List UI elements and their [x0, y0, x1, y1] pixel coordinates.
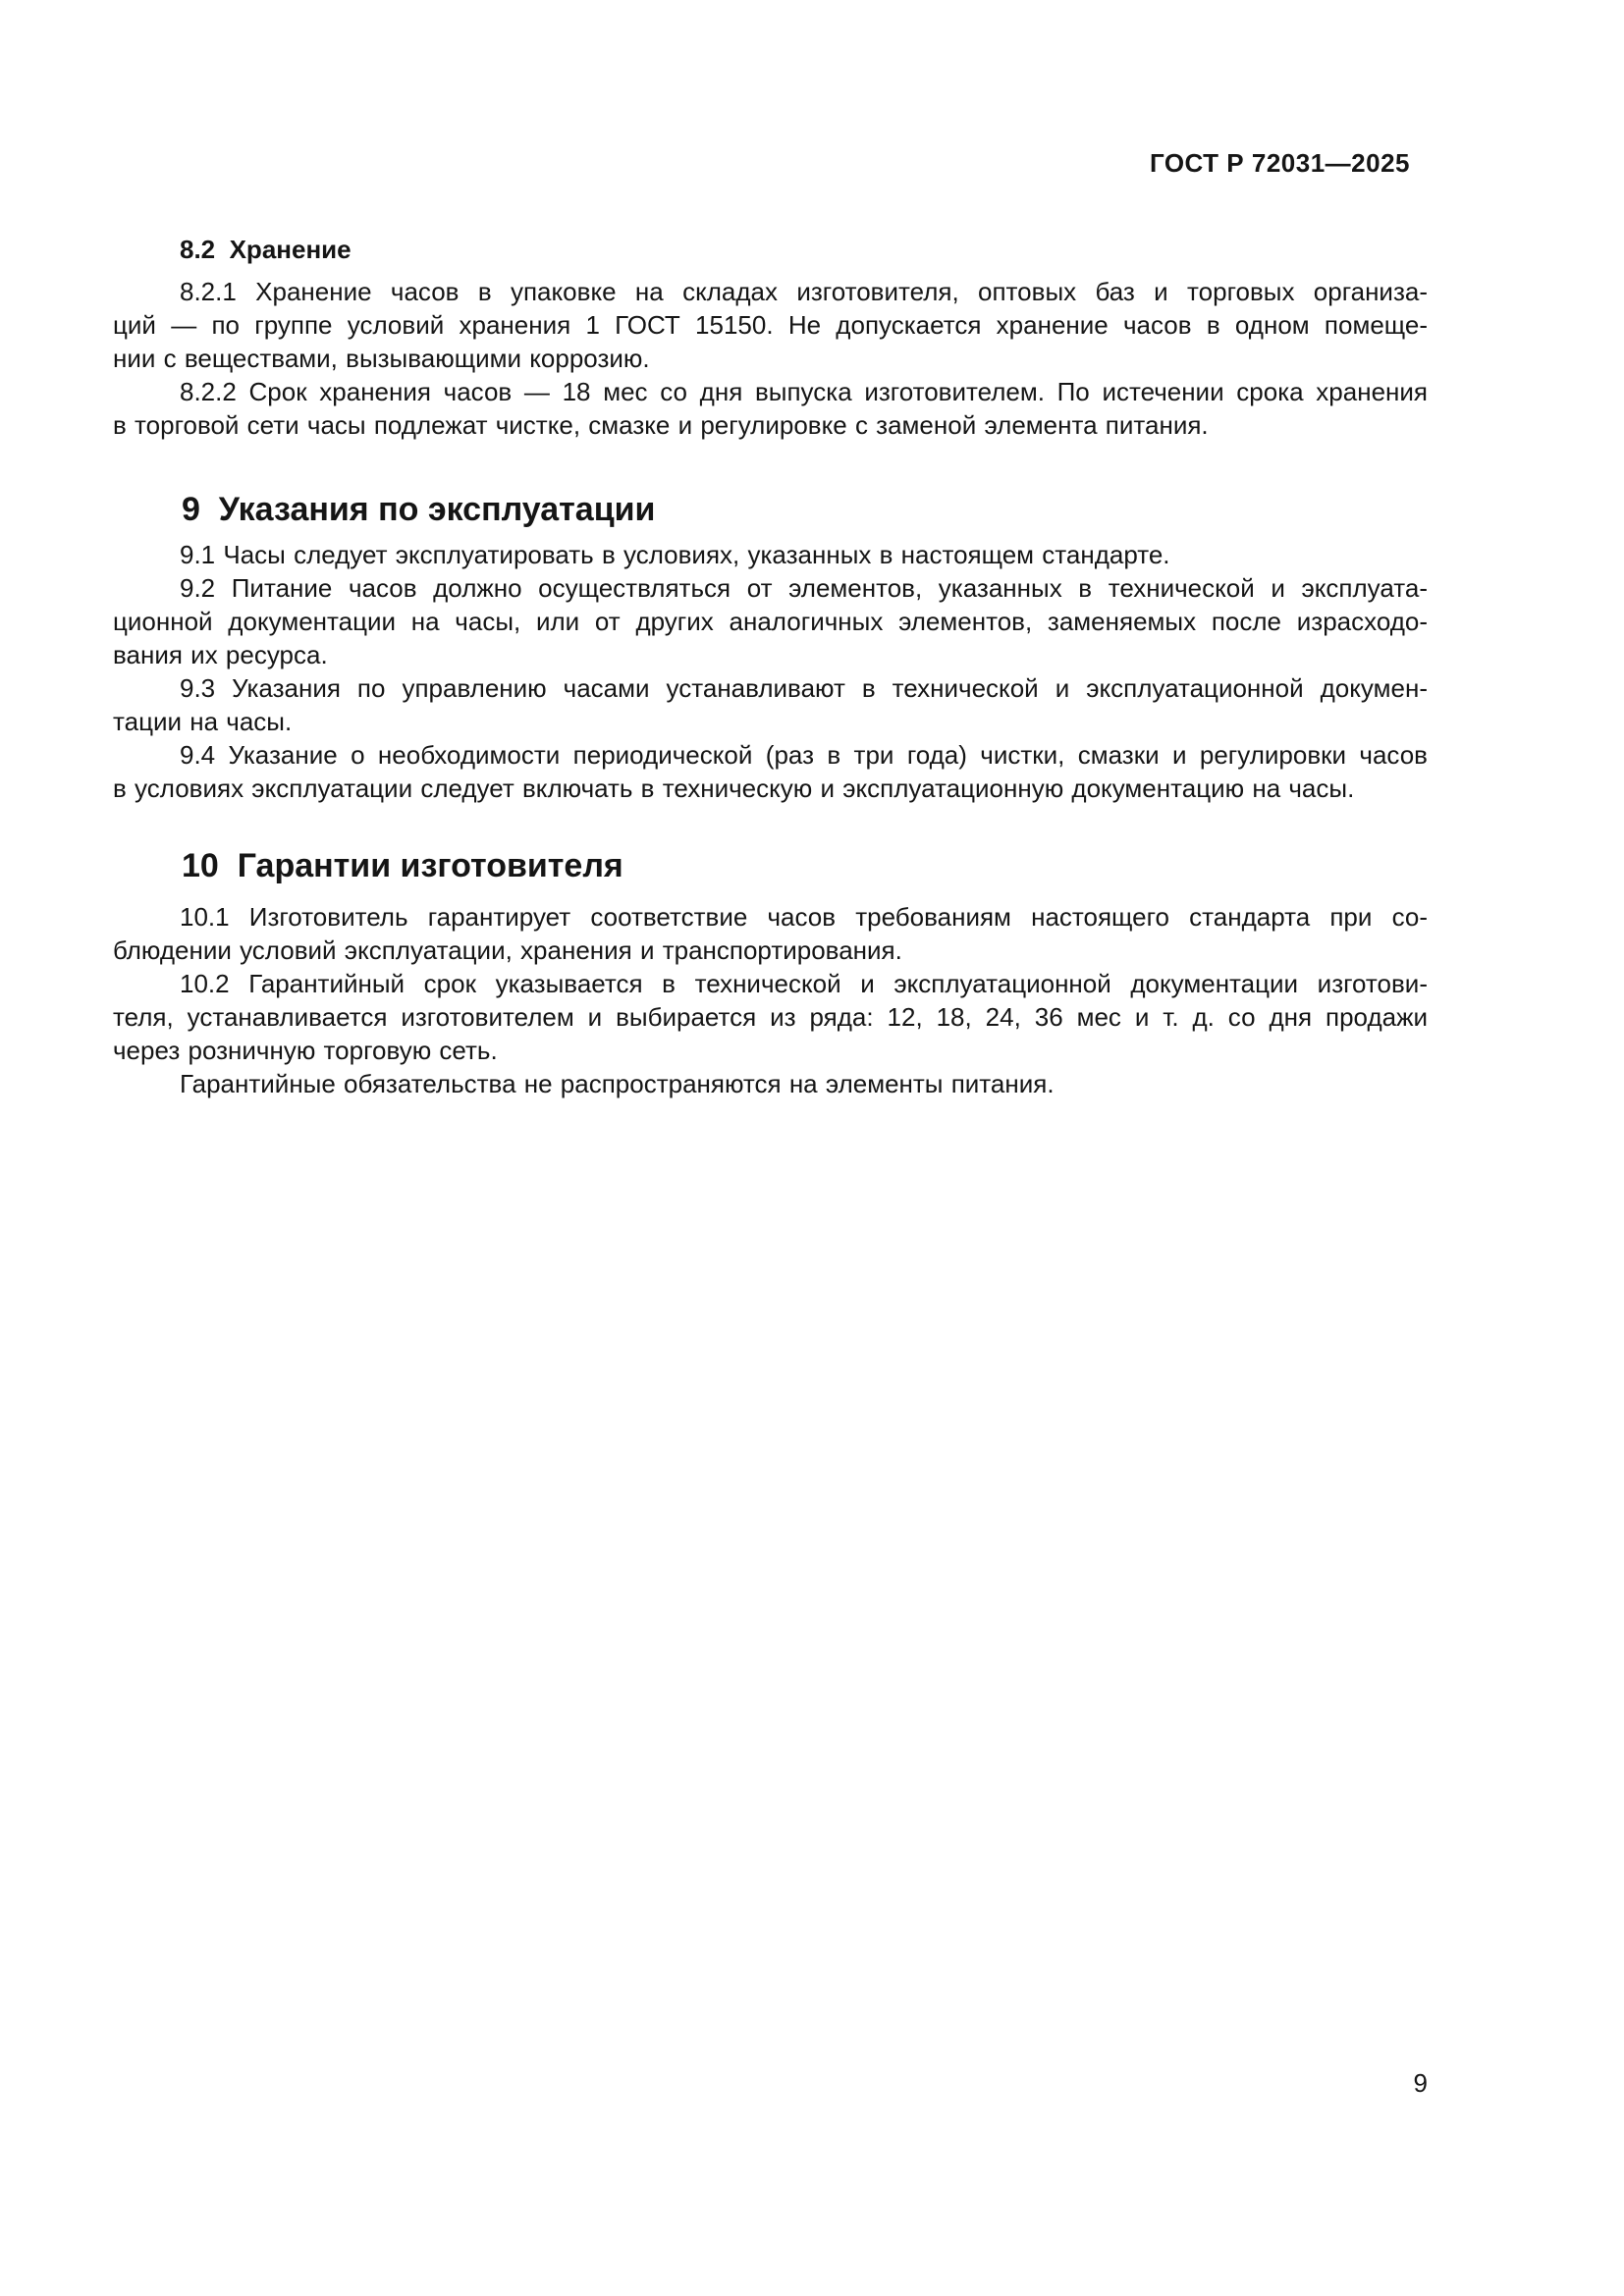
paragraph-line: в условиях эксплуатации следует включать в техническую и эксплуатационную документацию на часы.	[113, 774, 1355, 803]
paragraph-line: 8.2.2 Срок хранения часов — 18 мес со дня выпуска изготовителем. По истечении срока хранения	[180, 377, 1428, 406]
paragraph-line: 9.1 Часы следует эксплуатировать в условиях, указанных в настоящем стандарте.	[180, 540, 1170, 569]
paragraph-line: Гарантийные обязательства не распространяются на элементы питания.	[180, 1069, 1055, 1098]
paragraph	[113, 375, 1428, 442]
paragraph-line: 10.1 Изготовитель гарантирует соответствие часов требованиям настоящего стандарта при со-	[180, 902, 1428, 932]
paragraph	[113, 967, 1428, 1067]
paragraph-line: в торговой сети часы подлежат чистке, смазке и регулировке с заменой элемента питания.	[113, 410, 1209, 440]
section-heading: 9 Указания по эксплуатации	[182, 491, 656, 528]
paragraph-line: 9.3 Указания по управлению часами устанавливают в технической и эксплуатационной докумен-	[180, 673, 1428, 703]
section-heading: 10 Гарантии изготовителя	[182, 847, 623, 884]
paragraph	[113, 538, 1428, 571]
page-number: 9	[1413, 2068, 1428, 2098]
paragraph	[113, 275, 1428, 375]
subsection-heading: 8.2 Хранение	[180, 235, 352, 264]
paragraph-line: нии с веществами, вызывающими коррозию.	[113, 344, 650, 373]
paragraph	[113, 671, 1428, 738]
document-body	[113, 0, 1428, 1100]
paragraph-line: ционной документации на часы, или от других аналогичных элементов, заменяемых после израсходо-	[113, 607, 1428, 636]
paragraph	[113, 738, 1428, 805]
paragraph-line: 8.2.1 Хранение часов в упаковке на складах изготовителя, оптовых баз и торговых организа-	[180, 277, 1428, 306]
paragraph-line: через розничную торговую сеть.	[113, 1036, 498, 1065]
paragraph	[113, 571, 1428, 671]
paragraph-line: 9.4 Указание о необходимости периодической (раз в три года) чистки, смазки и регулировки часов	[180, 740, 1428, 770]
paragraph-line: 10.2 Гарантийный срок указывается в технической и эксплуатационной документации изготови-	[180, 969, 1428, 998]
paragraph-line: тации на часы.	[113, 707, 293, 736]
paragraph	[113, 1067, 1428, 1100]
paragraph-line: вания их ресурса.	[113, 640, 328, 669]
paragraph-line: ций — по группе условий хранения 1 ГОСТ 15150. Не допускается хранение часов в одном помеще-	[113, 310, 1428, 340]
running-header: ГОСТ Р 72031—2025	[1149, 148, 1410, 178]
paragraph	[113, 900, 1428, 967]
paragraph-line: блюдении условий эксплуатации, хранения и транспортирования.	[113, 935, 902, 965]
paragraph-line: 9.2 Питание часов должно осуществляться от элементов, указанных в технической и эксплуата-	[180, 573, 1428, 603]
paragraph-line: теля, устанавливается изготовителем и выбирается из ряда: 12, 18, 24, 36 мес и т. д. со дня продажи	[113, 1002, 1428, 1032]
